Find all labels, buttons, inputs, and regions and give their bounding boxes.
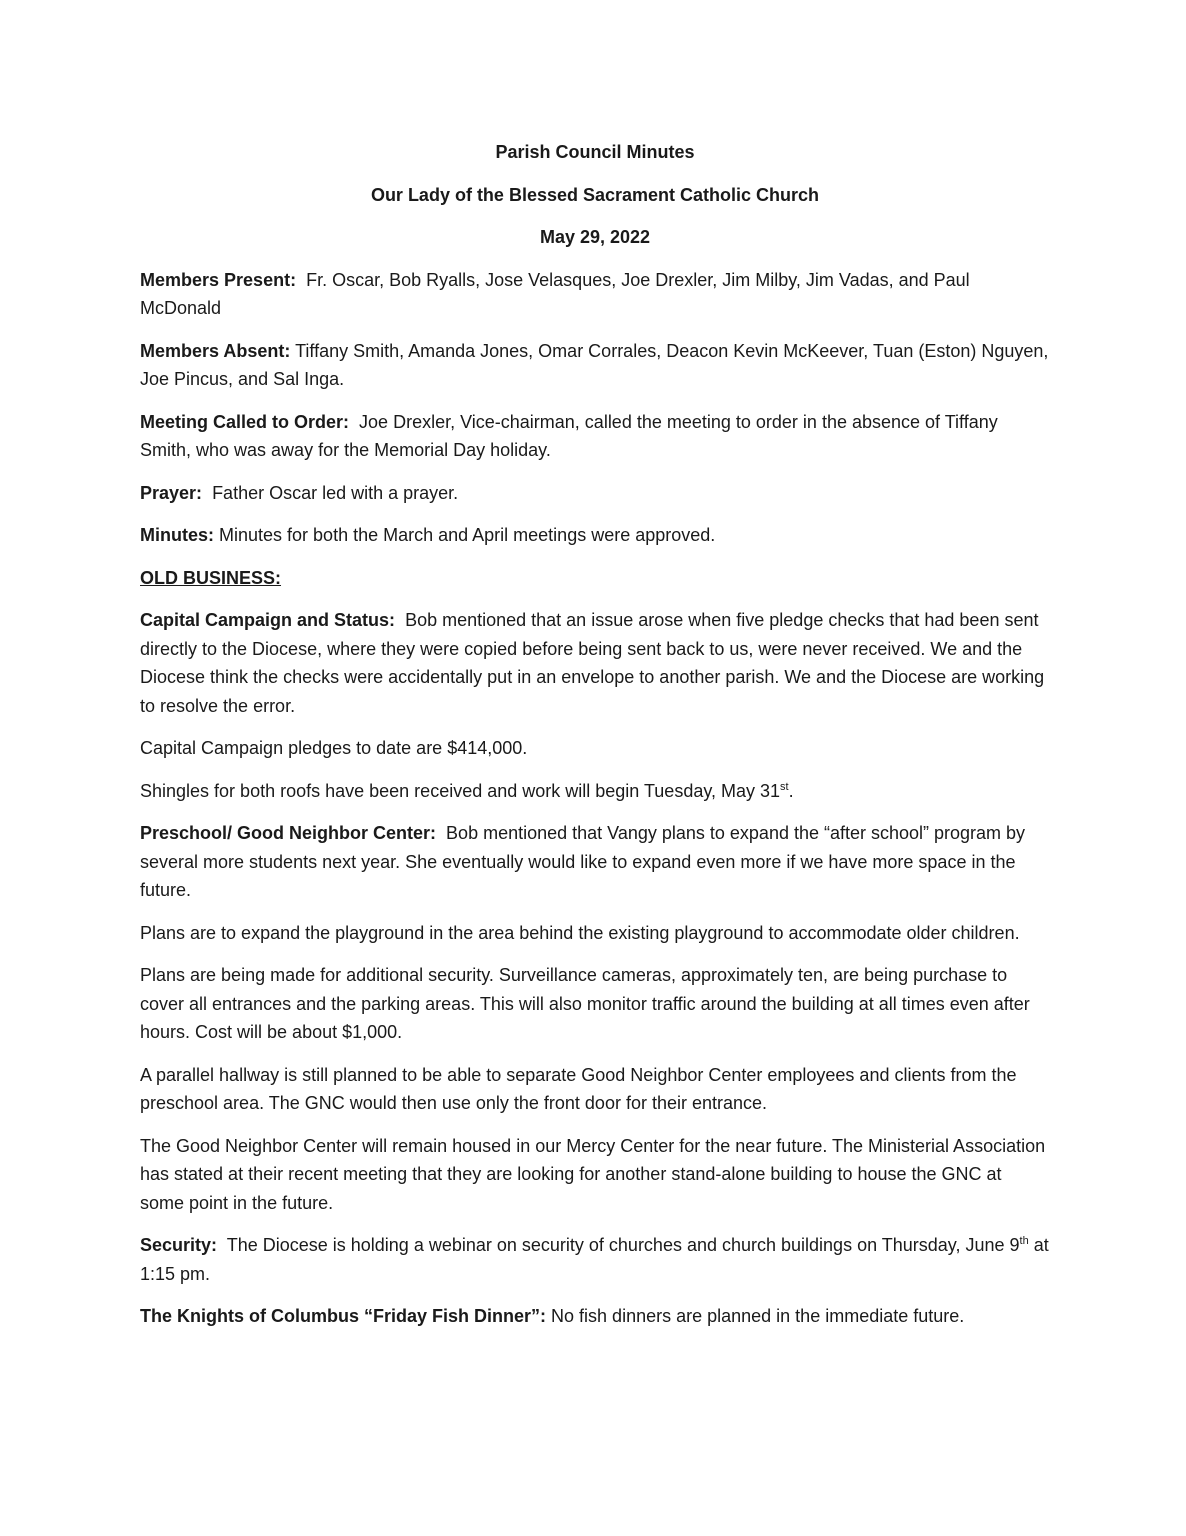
security-end: at 1:15 pm.: [140, 1235, 1049, 1284]
members-present-paragraph: [140, 266, 1050, 323]
shingles-text: Shingles for both roofs have been received and work will begin Tuesday, May 31: [140, 780, 781, 801]
minutes-body: [140, 138, 1050, 1345]
members-absent-text: Tiffany Smith, Amanda Jones, Omar Corrales, Deacon Kevin McKeever, Tuan (Eston) Nguyen, Joe Pincus, and Sal Inga.: [140, 340, 1049, 389]
security-ordinal: th: [1019, 1235, 1029, 1247]
called-to-order-paragraph: [140, 408, 1050, 465]
knights-label: The Knights of Columbus “Friday Fish Dinner”:: [140, 1306, 547, 1326]
hallway-paragraph: A parallel hallway is still planned to be able to separate Good Neighbor Center employees and clients from the preschool area. The GNC would then use only the front door for their entrance.: [140, 1064, 1017, 1113]
minutes-text: Minutes for both the March and April meetings were approved.: [219, 525, 716, 545]
preschool-text: Bob mentioned that Vangy plans to expand the “after school” program by several more students next year. She eventually would like to expand even more if we have more space in the future.: [140, 823, 1026, 900]
prayer-paragraph: [140, 479, 1050, 508]
security-text: The Diocese is holding a webinar on security of churches and church buildings on Thursday, June 9: [226, 1235, 1020, 1255]
old-business-heading: OLD BUSINESS:: [140, 567, 282, 588]
prayer-text: Father Oscar led with a prayer.: [212, 482, 459, 503]
shingles-end: .: [788, 780, 794, 801]
called-to-order-text: Joe Drexler, Vice-chairman, called the meeting to order in the absence of Tiffany Smith, who was away for the Memorial Day holiday.: [140, 411, 998, 460]
knights-paragraph: [140, 1302, 1050, 1331]
capital-campaign-text: Bob mentioned that an issue arose when five pledge checks that had been sent directly to the Diocese, where they were copied before being sent back to us, were never received. We and the Diocese think the checks were accidentally put in an envelope to another parish. We and the Diocese are working to resolve the error.: [140, 610, 1045, 716]
called-to-order-label: Meeting Called to Order:: [140, 411, 350, 432]
gnc-paragraph: The Good Neighbor Center will remain housed in our Mercy Center for the near future. The Ministerial Association has stated at their recent meeting that they are looking for another stand-alone building to house the GNC at some point in the future.: [140, 1135, 1046, 1213]
minutes-paragraph: [140, 521, 1050, 550]
shingles-ordinal: st: [780, 780, 789, 793]
security-label: Security:: [140, 1235, 218, 1255]
members-absent-paragraph: [140, 337, 1050, 394]
preschool-label: Preschool/ Good Neighbor Center:: [140, 823, 437, 843]
prayer-label: Prayer:: [140, 482, 203, 503]
shingles-paragraph: [140, 777, 1050, 806]
playground-paragraph: Plans are to expand the playground in the area behind the existing playground to accommodate older children.: [140, 922, 1020, 943]
preschool-paragraph: [140, 819, 1050, 905]
meeting-date: May 29, 2022: [539, 227, 651, 247]
members-absent-label: Members Absent:: [140, 340, 291, 361]
capital-campaign-label: Capital Campaign and Status:: [140, 610, 396, 630]
capital-campaign-paragraph: [140, 606, 1050, 720]
minutes-label: Minutes:: [140, 525, 214, 545]
knights-text: No fish dinners are planned in the immediate future.: [551, 1306, 965, 1326]
members-present-text: Fr. Oscar, Bob Ryalls, Jose Velasques, Joe Drexler, Jim Milby, Jim Vadas, and Paul McDonald: [140, 269, 970, 318]
church-name: Our Lady of the Blessed Sacrament Catholic Church: [370, 184, 820, 205]
security-paragraph: [140, 1231, 1050, 1288]
document-title: Parish Council Minutes: [495, 142, 695, 162]
security-plans-paragraph: Plans are being made for additional security. Surveillance cameras, approximately ten, are being purchase to cover all entrances and the parking areas. This will also monitor traffic around the building at all times even after hours. Cost will be about $1,000.: [140, 965, 1030, 1042]
pledges-paragraph: Capital Campaign pledges to date are $414,000.: [140, 738, 528, 758]
members-present-label: Members Present:: [140, 269, 297, 290]
